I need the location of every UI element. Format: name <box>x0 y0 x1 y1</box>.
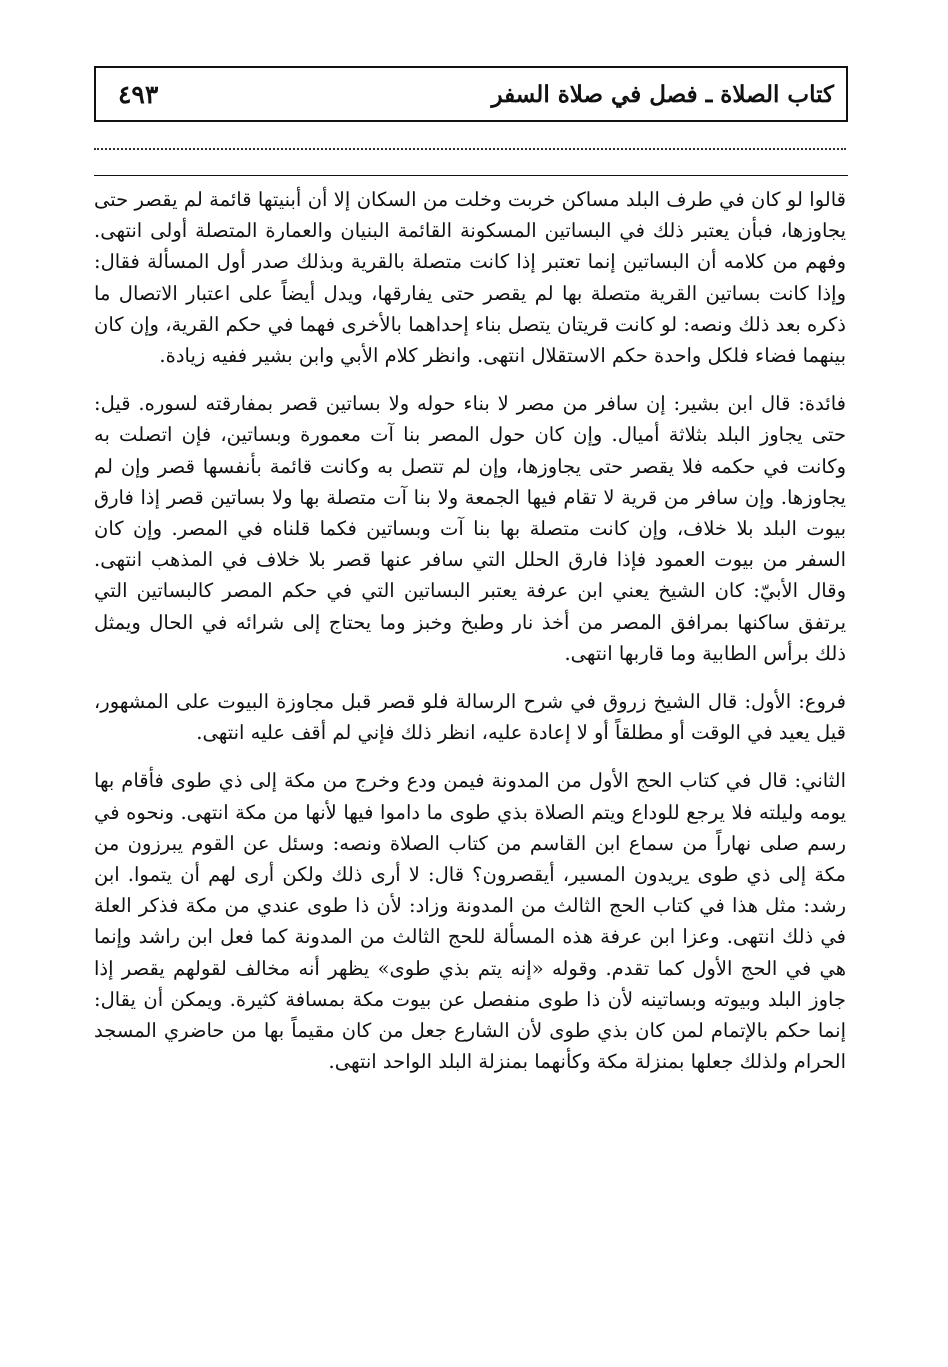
paragraph: فائدة: قال ابن بشير: إن سافر من مصر لا بناء حوله ولا بساتين قصر بمفارقته لسوره. قيل: حتى يجاوز البلد بثلاثة أميال. وإن كان حول المصر بنا آت معمورة وبساتين، فإن اتصلت به وكانت في حكمه فلا يقصر حتى يجاوزها، وإن لم تتصل به وكانت قائمة بأنفسها قصر وإن لم يجاوزها. وإن سافر من قرية لا تقام فيها الجمعة ولا بنا آت متصلة بها ولا بساتين قصر إذا فارق بيوت البلد بلا خلاف، وإن كانت متصلة بها بنا آت وبساتين فكما قلناه في المصر. وإن كان السفر من بيوت العمود فإذا فارق الحلل التي سافر عنها قصر بلا خلاف في المذهب انتهى. وقال الأبيّ: كان الشيخ يعني ابن عرفة يعتبر البساتين التي في حكم المصر كالبساتين التي يرتفق ساكنها بمرافق المصر من أخذ نار وطبخ وخبز وما يحتاج إلى شرائه في الحال ويمثل ذلك برأس الطابية وما قاربها انتهى. <box>94 392 846 665</box>
paragraph: الثاني: قال في كتاب الحج الأول من المدونة فيمن ودع وخرج من مكة إلى ذي طوى فأقام بها يومه وليلته فلا يرجع للوداع ويتم الصلاة بذي طوى ما داموا فيها لأنها من مكة انتهى. ونحوه في رسم صلى نهاراً من سماع ابن القاسم من كتاب الصلاة ونصه: وسئل عن القوم يبرزون من مكة إلى ذي طوى يريدون المسير، أيقصرون؟ قال: لا أرى ذلك ولكن أرى لهم أن يتموا. ابن رشد: مثل هذا في كتاب الحج الثالث من المدونة وزاد: لأن ذا طوى عندي من مكة فذكر العلة في ذلك انتهى. وعزا ابن عرفة هذه المسألة للحج الثالث من المدونة كما فعل ابن راشد وإنما هي في الحج الأول كما تقدم. وقوله «إنه يتم بذي طوى» يظهر أنه مخالف لقولهم يقصر إذا جاوز البلد وبيوته وبساتينه لأن ذا طوى منفصل عن بيوت مكة بمسافة كثيرة. ويمكن أن يقال: إنما حكم بالإتمام لمن كان بذي طوى لأن الشارع جعل من كان مقيماً بها من حاضري المسجد الحرام ولذلك جعلها بمنزلة مكة وكأنهما بمنزلة البلد الواحد انتهى. <box>94 769 846 1074</box>
page-number: ٤٩٣ <box>118 79 159 109</box>
solid-divider <box>94 175 848 176</box>
running-header <box>94 66 848 122</box>
paragraph: فروع: الأول: قال الشيخ زروق في شرح الرسالة فلو قصر قبل مجاوزة البيوت على المشهور، قيل يعيد في الوقت أو مطلقاً أو لا إعادة عليه، انظر ذلك فإني لم أقف عليه انتهى. <box>94 690 846 745</box>
paragraph: قالوا لو كان في طرف البلد مساكن خربت وخلت من السكان إلا أن أبنيتها قائمة لم يقصر حتى يجاوزها، فبأن يعتبر ذلك في البساتين المسكونة القائمة البنيان والعمارة المتصلة أولى انتهى. وفهم من كلامه أن البساتين إنما تعتبر إذا كانت متصلة بالقرية وبذلك صدر أول المسألة فقال: وإذا كانت بساتين القرية متصلة بها لم يقصر حتى يفارقها، ويدل أيضاً على اعتبار الاتصال ما ذكره بعد ذلك ونصه: لو كانت قريتان يتصل بناء إحداهما بالأخرى فهما في حكم القرية، وإن كان بينهما فضاء فلكل واحدة حكم الاستقلال انتهى. وانظر كلام الأبي وابن بشير ففيه زيادة. <box>94 188 846 368</box>
page-body <box>94 184 846 1077</box>
running-title: كتاب الصلاة ـ فصل في صلاة السفر <box>491 80 834 108</box>
dotted-divider <box>94 148 846 150</box>
